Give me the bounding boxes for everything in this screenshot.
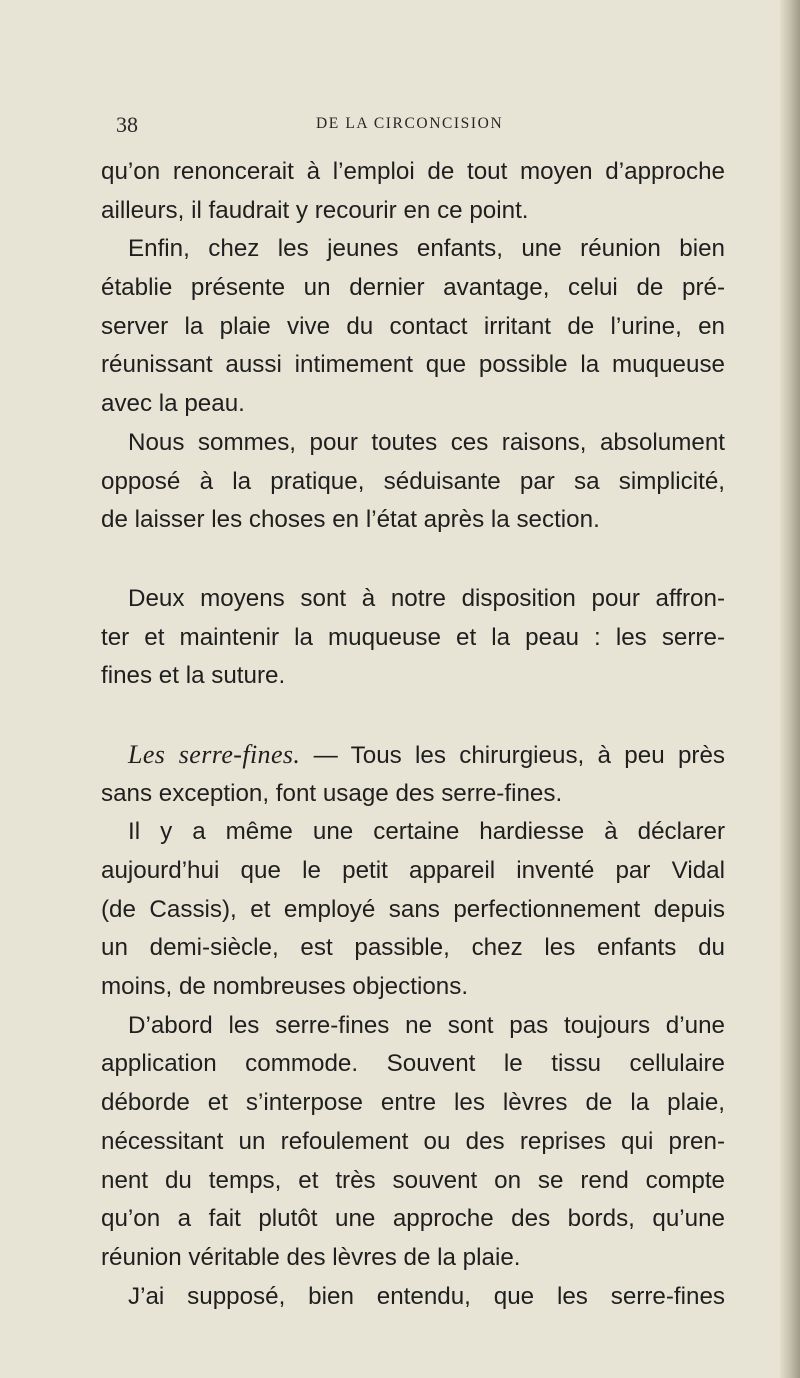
text-line: moins, de nombreuses objections. bbox=[101, 973, 469, 1001]
text-line: avec la peau. bbox=[101, 390, 245, 418]
text-line: J’ai supposé, bien entendu, que les serre-fines bbox=[128, 1282, 725, 1310]
text-line: ter et maintenir la muqueuse et la peau : les serre- bbox=[101, 623, 725, 651]
text-line: application commode. Souvent le tissu cellulaire bbox=[101, 1050, 725, 1078]
text-line: qu’on a fait plutôt une approche des bords, qu’une bbox=[101, 1205, 725, 1233]
section-heading-line bbox=[101, 736, 725, 775]
text-line: établie présente un dernier avantage, celui de pré- bbox=[101, 274, 725, 302]
text-line: déborde et s’interpose entre les lèvres de la plaie, bbox=[101, 1089, 725, 1117]
page-number: 38 bbox=[116, 112, 138, 137]
text-line: fines et la suture. bbox=[101, 662, 286, 690]
paragraph-gap bbox=[101, 540, 725, 580]
text-line: (de Cassis), et employé sans perfectionnement depuis bbox=[101, 895, 725, 923]
text-line: Enfin, chez les jeunes enfants, une réunion bien bbox=[128, 235, 725, 263]
text-line: opposé à la pratique, séduisante par sa simplicité, bbox=[101, 467, 725, 495]
text-line: D’abord les serre-fines ne sont pas toujours d’une bbox=[128, 1011, 725, 1039]
text-line: Nous sommes, pour toutes ces raisons, absolument bbox=[128, 428, 725, 456]
text-line: ailleurs, il faudrait y recourir en ce point. bbox=[101, 196, 529, 224]
text-line: server la plaie vive du contact irritant de l’urine, en bbox=[101, 312, 725, 340]
text-line: qu’on renoncerait à l’emploi de tout moyen d’approche bbox=[101, 158, 725, 185]
text-line: Deux moyens sont à notre disposition pour affron- bbox=[128, 584, 725, 612]
body-text bbox=[101, 153, 725, 1316]
text-line: nent du temps, et très souvent on se rend compte bbox=[101, 1166, 725, 1194]
text-line: réunion véritable des lèvres de la plaie. bbox=[101, 1243, 521, 1271]
text-segment: — Tous les chirurgieus, à peu près bbox=[300, 741, 725, 769]
page-spine-shadow bbox=[780, 0, 800, 1378]
paragraph-gap bbox=[101, 696, 725, 736]
text-line: un demi-siècle, est passible, chez les enfants du bbox=[101, 934, 725, 962]
text-line: Il y a même une certaine hardiesse à déclarer bbox=[128, 818, 725, 846]
text-line: aujourd’hui que le petit appareil inventé par Vidal bbox=[101, 857, 725, 884]
section-heading-italic: Les serre-fines. bbox=[128, 739, 301, 769]
text-line: réunissant aussi intimement que possible la muqueuse bbox=[101, 351, 725, 379]
text-line: sans exception, font usage des serre-fines. bbox=[101, 779, 563, 807]
text-line: nécessitant un refoulement ou des reprises qui pren- bbox=[101, 1127, 725, 1155]
page-header bbox=[116, 112, 726, 142]
text-line: de laisser les choses en l’état après la section. bbox=[101, 506, 600, 534]
running-title: DE LA CIRCONCISION bbox=[316, 115, 504, 132]
